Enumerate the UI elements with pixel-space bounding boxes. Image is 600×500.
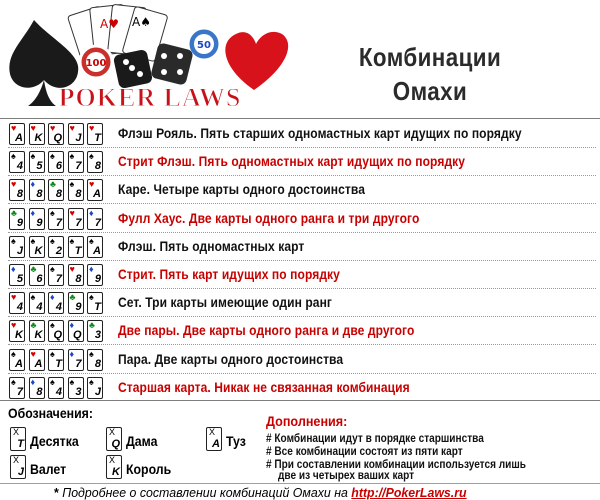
combo-description: Флэш Рояль. Пять старших одномастных карт идущих по порядку — [118, 125, 522, 141]
combo-description: Пара. Две карты одного достоинства — [118, 350, 344, 367]
card-rank: T — [17, 438, 24, 450]
combo-description: Фулл Хаус. Две карты одного ранга и три другого — [118, 209, 420, 226]
playing-card — [29, 236, 45, 258]
card-rank: K — [15, 329, 23, 342]
combo-description: Две пары. Две карты одного ранга и две другого — [118, 322, 415, 339]
suit-icon: ♠ — [11, 235, 16, 246]
card-corner: X — [209, 427, 216, 437]
playing-card — [9, 236, 25, 258]
notes-title: Дополнения: — [266, 413, 348, 429]
suit-icon: ♠ — [89, 376, 94, 387]
suit-icon: ♠ — [69, 376, 75, 387]
playing-card — [87, 236, 103, 258]
suit-icon: ♣ — [11, 207, 17, 218]
card-rank: K — [34, 244, 43, 257]
suit-icon: ♠ — [50, 151, 55, 162]
suit-icon: ♠ — [69, 151, 75, 162]
playing-card — [68, 208, 84, 230]
playing-card — [9, 179, 25, 201]
suit-icon: ♠ — [50, 207, 55, 218]
combo-row — [0, 373, 600, 401]
suit-icon: ♦ — [30, 207, 36, 218]
playing-card — [87, 292, 103, 314]
playing-card — [48, 236, 64, 258]
card-rank: 9 — [94, 273, 101, 285]
card-rank: 4 — [55, 385, 62, 398]
playing-card — [87, 208, 103, 230]
suit-icon: ♠ — [50, 320, 55, 331]
combo-description: Стрит. Пять карт идущих по порядку — [118, 266, 340, 282]
suit-icon: ♣ — [89, 320, 95, 331]
suit-icon: ♠ — [50, 376, 55, 387]
suit-icon: ♦ — [50, 292, 55, 303]
legend-label: Туз — [226, 433, 246, 449]
suit-icon: ♦ — [89, 207, 94, 218]
suit-icon: ♦ — [69, 320, 75, 331]
footer-text — [54, 485, 467, 500]
suit-icon: ♠ — [30, 151, 36, 162]
suit-icon: ♦ — [30, 179, 36, 190]
playing-card — [48, 123, 64, 145]
suit-icon: ♥ — [50, 123, 56, 133]
playing-card — [9, 151, 25, 173]
combo-row — [0, 175, 600, 203]
card-rank: 2 — [55, 244, 62, 257]
card-hand — [9, 123, 109, 145]
playing-card — [68, 377, 84, 399]
playing-card — [48, 179, 64, 201]
card-rank: 8 — [75, 273, 82, 285]
card-rank: A — [212, 438, 220, 450]
svg-text:50: 50 — [197, 40, 211, 51]
playing-card — [68, 123, 84, 145]
svg-text:A♠: A♠ — [132, 15, 151, 29]
card-rank: K — [112, 466, 120, 478]
card-rank: 6 — [36, 273, 43, 285]
suit-icon: ♥ — [11, 179, 17, 190]
card-rank: 7 — [75, 216, 82, 229]
card-rank: 7 — [55, 273, 62, 285]
suit-icon: ♣ — [50, 179, 56, 190]
legend-card — [106, 455, 122, 479]
combo-row — [0, 147, 600, 175]
playing-card — [48, 349, 64, 371]
card-rank: A — [15, 357, 23, 370]
card-rank: K — [34, 132, 43, 144]
playing-card — [48, 320, 64, 342]
card-rank: 9 — [75, 301, 82, 314]
playing-card — [9, 320, 25, 342]
card-rank: 6 — [55, 160, 62, 173]
suit-icon: ♠ — [50, 264, 55, 274]
card-hand — [9, 320, 109, 342]
card-hand — [9, 236, 109, 258]
card-rank: 9 — [16, 216, 23, 229]
suit-icon: ♥ — [30, 123, 36, 133]
card-rank: Q — [111, 438, 120, 450]
playing-card — [68, 151, 84, 173]
playing-card — [68, 179, 84, 201]
suit-icon: ♦ — [11, 264, 16, 274]
playing-card — [87, 349, 103, 371]
card-rank: 8 — [75, 188, 82, 201]
legend-card — [106, 427, 122, 451]
page-title — [344, 40, 516, 108]
combo-row — [0, 232, 600, 260]
playing-card — [29, 264, 45, 286]
suit-icon: ♠ — [11, 348, 16, 359]
playing-card — [48, 292, 64, 314]
combo-description: Стрит Флэш. Пять одномастных карт идущих по порядку — [118, 153, 466, 170]
legend-label: Валет — [30, 461, 67, 477]
playing-card — [29, 320, 45, 342]
note-item: # Все комбинации состоят из пяти карт — [266, 444, 463, 458]
playing-card — [87, 151, 103, 173]
card-hand — [9, 264, 109, 286]
card-hand — [9, 292, 109, 314]
card-rank: 8 — [36, 188, 43, 201]
suit-icon: ♠ — [89, 292, 94, 303]
card-rank: 7 — [75, 160, 82, 173]
card-rank: T — [55, 357, 62, 370]
card-hand — [9, 151, 109, 173]
card-rank: 8 — [55, 188, 62, 201]
card-rank: K — [34, 329, 43, 342]
card-rank: 7 — [75, 357, 82, 370]
card-hand — [9, 208, 109, 230]
suit-icon: ♥ — [11, 320, 17, 331]
card-rank: 8 — [94, 160, 101, 173]
card-rank: 4 — [36, 301, 43, 314]
logo-text: POKER LAWS — [58, 83, 242, 112]
card-hand — [9, 349, 109, 371]
playing-card — [9, 208, 25, 230]
playing-card — [68, 236, 84, 258]
playing-card — [68, 292, 84, 314]
combo-description: Сет. Три карты имеющие один ранг — [118, 294, 333, 311]
footer-caption: Подробнее о составлении комбинаций Омахи на — [58, 485, 352, 500]
legend-card — [10, 455, 26, 479]
card-rank: 4 — [16, 160, 23, 173]
playing-card — [48, 377, 64, 399]
suit-icon: ♥ — [69, 264, 75, 274]
suit-icon: ♣ — [69, 292, 76, 303]
playing-card — [29, 123, 45, 145]
suit-icon: ♣ — [30, 320, 37, 331]
playing-card — [9, 377, 25, 399]
card-corner: X — [13, 427, 20, 437]
combo-row — [0, 316, 600, 344]
card-corner: X — [109, 455, 116, 465]
combo-description: Флэш. Пять одномастных карт — [118, 237, 305, 254]
combo-row — [0, 119, 600, 147]
playing-card — [68, 264, 84, 286]
suit-icon: ♠ — [89, 348, 94, 359]
card-rank: Q — [53, 132, 62, 144]
suit-icon: ♠ — [69, 235, 75, 246]
playing-card — [9, 349, 25, 371]
playing-card — [68, 320, 84, 342]
card-rank: T — [74, 244, 82, 257]
title-line-2: Омахи — [392, 76, 468, 106]
playing-card — [29, 151, 45, 173]
playing-card — [29, 377, 45, 399]
card-rank: 5 — [36, 160, 43, 173]
suit-icon: ♥ — [89, 179, 95, 190]
pokerlaws-link[interactable]: http://PokerLaws.ru — [351, 485, 467, 500]
suit-icon: ♥ — [11, 292, 17, 303]
playing-card — [9, 123, 25, 145]
suit-icon: ♥ — [30, 348, 36, 359]
header — [0, 0, 600, 116]
card-rank: 7 — [55, 216, 62, 229]
suit-icon: ♥ — [11, 123, 17, 133]
suit-icon: ♠ — [69, 179, 75, 190]
card-rank: A — [15, 132, 23, 144]
legend-title: Обозначения: — [8, 405, 93, 421]
combo-row — [0, 204, 600, 232]
card-rank: J — [94, 385, 101, 398]
title-line-1: Комбинации — [358, 42, 502, 72]
playing-card — [9, 292, 25, 314]
card-corner: X — [13, 455, 20, 465]
playing-card — [87, 123, 103, 145]
legend-label: Дама — [126, 433, 158, 449]
legend-card — [10, 427, 26, 451]
playing-card — [48, 264, 64, 286]
card-rank: 8 — [36, 385, 43, 398]
suit-icon: ♠ — [30, 235, 36, 246]
card-rank: 4 — [16, 301, 23, 314]
card-rank: A — [93, 188, 101, 201]
playing-card — [29, 179, 45, 201]
card-rank: 8 — [16, 188, 23, 201]
card-hand — [9, 179, 109, 201]
suit-icon: ♦ — [89, 264, 94, 274]
combinations-list — [0, 118, 600, 401]
card-rank: 8 — [94, 357, 101, 370]
playing-card — [48, 208, 64, 230]
card-rank: 3 — [94, 329, 101, 342]
card-rank: J — [75, 132, 82, 144]
footer — [0, 483, 600, 500]
suit-icon: ♠ — [11, 151, 16, 162]
card-rank: 7 — [94, 216, 101, 229]
suit-icon: ♣ — [30, 264, 37, 274]
suit-icon: ♥ — [69, 207, 75, 218]
note-item: # Комбинации идут в порядке старшинства — [266, 431, 484, 445]
legend-label: Десятка — [30, 433, 79, 449]
card-rank: J — [17, 466, 24, 478]
playing-card — [87, 320, 103, 342]
combo-row — [0, 260, 600, 288]
svg-text:A♥: A♥ — [100, 17, 119, 31]
suit-icon: ♠ — [89, 235, 94, 246]
suit-icon: ♦ — [30, 376, 36, 387]
card-rank: T — [94, 301, 101, 314]
suit-icon: ♥ — [69, 123, 75, 133]
playing-card — [29, 208, 45, 230]
legend-card — [206, 427, 222, 451]
card-corner: X — [109, 427, 116, 437]
card-rank: 9 — [36, 216, 43, 229]
suit-icon: ♦ — [69, 348, 75, 359]
legend-label: Король — [126, 461, 172, 477]
card-rank: T — [94, 132, 101, 144]
note-item: # При составлении комбинации используется лишь — [266, 457, 526, 471]
suit-icon: ♠ — [11, 376, 16, 387]
footer-star: * — [54, 485, 59, 500]
card-rank: 3 — [75, 385, 82, 398]
card-rank: A — [93, 244, 101, 257]
suit-icon: ♥ — [89, 123, 95, 133]
card-rank: J — [16, 244, 23, 257]
playing-card — [87, 377, 103, 399]
card-rank: 7 — [16, 385, 23, 398]
combo-description: Старшая карта. Никак не связанная комбинация — [118, 378, 410, 395]
combo-description: Каре. Четыре карты одного достоинства — [118, 181, 365, 198]
card-rank: 5 — [16, 273, 23, 285]
combo-row — [0, 288, 600, 316]
playing-card — [29, 349, 45, 371]
combo-row — [0, 345, 600, 373]
playing-card — [9, 264, 25, 286]
card-rank: A — [34, 357, 43, 370]
playing-card — [87, 264, 103, 286]
suit-icon: ♠ — [30, 292, 36, 303]
playing-card — [29, 292, 45, 314]
suit-icon: ♠ — [50, 348, 55, 359]
suit-icon: ♠ — [50, 235, 55, 246]
card-hand — [9, 377, 109, 399]
svg-text:100: 100 — [85, 58, 107, 69]
suit-icon: ♠ — [89, 151, 94, 162]
playing-card — [68, 349, 84, 371]
poker-laws-logo — [4, 2, 294, 114]
card-rank: 4 — [55, 301, 62, 314]
card-rank: Q — [53, 329, 62, 342]
playing-card — [48, 151, 64, 173]
playing-card — [87, 179, 103, 201]
card-rank: Q — [72, 329, 82, 342]
note-continuation: две из четырех ваших карт — [278, 468, 415, 482]
